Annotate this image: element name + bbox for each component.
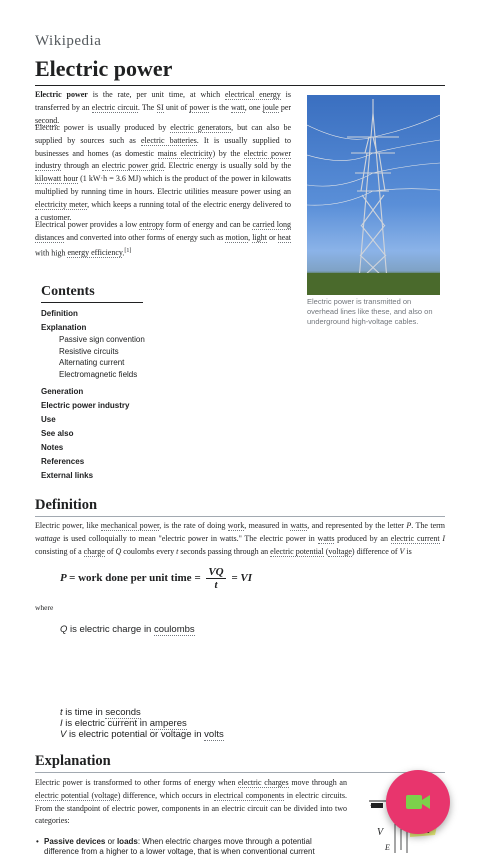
infobox-figure: [307, 95, 440, 327]
link-electric-current[interactable]: electric current: [390, 533, 440, 543]
link-kilowatt-hour[interactable]: kilowatt hour: [35, 174, 78, 184]
link-second[interactable]: second: [35, 115, 58, 125]
link-watts[interactable]: watts: [290, 521, 308, 530]
link-volts[interactable]: volts: [204, 729, 224, 740]
definition-q: Q is electric charge in coulombs: [60, 624, 195, 635]
transmission-tower-image[interactable]: [307, 95, 440, 295]
link-seconds[interactable]: seconds: [105, 707, 141, 718]
link-electrical-energy[interactable]: electrical energy: [224, 90, 281, 99]
reference-1[interactable]: [1]: [124, 247, 132, 254]
power-formula: P = work done per unit time = $\frac{VQ}{t}$ = VI: [60, 566, 253, 591]
toc-item-external-links[interactable]: External links: [41, 470, 94, 480]
video-call-fab[interactable]: [386, 770, 450, 834]
toc-item-passive-sign-convention[interactable]: Passive sign convention: [59, 335, 145, 344]
link-electric-power-industry[interactable]: electric power industry: [35, 148, 292, 171]
link-electrical-components[interactable]: electrical components: [213, 790, 285, 800]
intro-paragraph-2: Electric power is usually produced by electric generators, but can also be supplied by sources such as electric batteries. It is usually supplied to businesses and homes (as domestic mains electricity) by the electric power industry through an electric power grid. Electric energy is usually sold by the kilowatt hour (1 kW·h = 3.6 MJ) which is the product of the power in kilowatts multiplied by running time in hours. Electric utilities measure power using an electricity meter, which keeps a running total of the electric energy delivered to a customer.: [35, 123, 292, 222]
toc-item-use[interactable]: Use: [41, 414, 56, 424]
link-joule[interactable]: joule: [262, 102, 279, 112]
link-amperes[interactable]: amperes: [149, 718, 187, 729]
toc-item-explanation[interactable]: Explanation: [41, 323, 87, 332]
link-carried-long-distances[interactable]: carried long distances: [35, 220, 291, 242]
toc-title: Contents: [41, 284, 143, 303]
link-electric-batteries[interactable]: electric batteries: [141, 135, 197, 145]
link-watts-2[interactable]: watts: [317, 533, 335, 543]
lead-term: Electric power: [35, 90, 88, 99]
link-voltage[interactable]: voltage: [328, 546, 352, 556]
video-camera-icon: [406, 794, 430, 810]
diagram-plus-label: +: [370, 801, 376, 812]
toc-item-electric-power-industry[interactable]: Electric power industry: [41, 400, 130, 410]
link-energy-efficiency[interactable]: energy efficiency: [67, 248, 123, 258]
wikipedia-wordmark[interactable]: Wikipedia: [35, 33, 102, 49]
link-electric-potential[interactable]: electric potential: [270, 546, 324, 556]
where-label: where: [35, 603, 54, 612]
toc-item-references[interactable]: References: [41, 456, 85, 466]
table-of-contents: [41, 284, 145, 483]
list-item-passive-devices: • Passive devices or loads: When electric charges move through a potential difference from a higher to a lower voltage, that is when conventional current: [44, 837, 344, 857]
definition-t: t is time in seconds: [60, 707, 141, 718]
section-heading-definition: Definition: [35, 497, 445, 517]
link-mechanical-power[interactable]: mechanical power: [100, 521, 160, 530]
definition-i: I is electric current in amperes: [60, 718, 187, 729]
toc-item-generation[interactable]: Generation: [41, 386, 84, 396]
link-power[interactable]: power: [189, 102, 210, 112]
link-electric-potential-voltage[interactable]: electric potential (voltage): [35, 790, 121, 800]
link-light[interactable]: light: [252, 232, 267, 242]
page-title: Electric power: [35, 56, 445, 86]
toc-item-electromagnetic-fields[interactable]: Electromagnetic fields: [59, 370, 138, 380]
explanation-paragraph: Electric power is transformed to other forms of energy when electric charges move through an electric potential (voltage) difference, which occurs in electrical components in electric circuits. From the standpoint of electric power, components in an electric circuit can be divided into two categories:: [35, 778, 348, 826]
link-charge[interactable]: charge: [83, 546, 105, 556]
toc-item-definition[interactable]: Definition: [41, 309, 78, 318]
toc-item-alternating-current[interactable]: Alternating current: [59, 358, 125, 368]
section-heading-explanation: Explanation: [35, 753, 445, 773]
link-electricity-meter[interactable]: electricity meter: [35, 199, 88, 209]
link-work[interactable]: work: [227, 521, 245, 530]
intro-paragraph-3: Electrical power provides a low entropy form of energy and can be carried long distances and converted into other forms of energy such as motion, light or heat with high energy efficiency.[1]: [35, 220, 292, 258]
link-coulombs[interactable]: coulombs: [153, 624, 195, 635]
link-heat[interactable]: heat: [277, 232, 292, 242]
link-electric-circuit[interactable]: electric circuit: [91, 102, 138, 112]
link-entropy[interactable]: entropy: [139, 220, 164, 229]
link-motion[interactable]: motion: [225, 232, 249, 242]
link-electric-generators[interactable]: electric generators: [170, 123, 232, 132]
toc-item-see-also[interactable]: See also: [41, 428, 74, 438]
definition-paragraph: Electric power, like mechanical power, is the rate of doing work, measured in watts, and represented by the letter P. The term wattage is used colloquially to mean "electric power in watts." The electric power in watts produced by an electric current I consisting of a charge of Q coulombs every t seconds passing through an electric potential (voltage) difference of V is: [35, 521, 446, 556]
link-mains-electricity[interactable]: mains electricity: [157, 148, 213, 158]
intro-paragraph-1: Electric power is the rate, per unit time, at which electrical energy is transferred by an electric circuit. The SI unit of power is the watt, one joule per second.: [35, 90, 292, 125]
figure-caption: Electric power is transmitted on overhead lines like these, and also on underground high-voltage cables.: [307, 297, 433, 326]
link-si[interactable]: SI: [156, 102, 164, 112]
link-watt[interactable]: watt: [230, 102, 245, 112]
link-electric-power-grid[interactable]: electric power grid: [101, 161, 164, 171]
toc-item-notes[interactable]: Notes: [41, 442, 64, 452]
definition-v: V is electric potential or voltage in volts: [60, 729, 224, 740]
link-electric-charges[interactable]: electric charges: [238, 778, 289, 787]
diagram-v-label: V: [377, 827, 384, 838]
toc-item-resistive-circuits[interactable]: Resistive circuits: [59, 346, 119, 356]
diagram-e-label: E: [385, 843, 390, 852]
